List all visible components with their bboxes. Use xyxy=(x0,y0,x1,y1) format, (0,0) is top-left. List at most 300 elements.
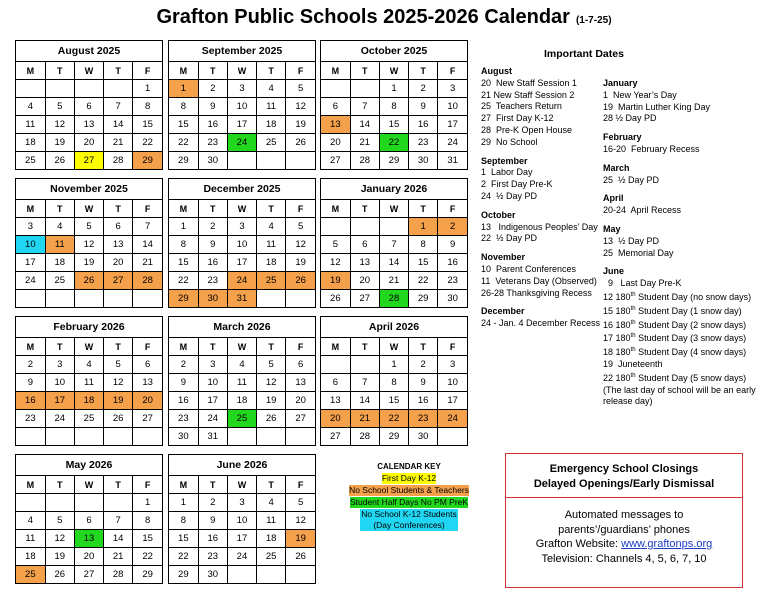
day-cell: 17 xyxy=(227,254,256,272)
day-cell: 11 xyxy=(16,530,45,548)
weekday-header: F xyxy=(286,200,315,218)
important-date-note: (The last day of school will be an early xyxy=(603,384,756,395)
important-dates-title: Important Dates xyxy=(544,48,624,60)
weekday-header: T xyxy=(45,338,74,356)
day-cell xyxy=(257,152,286,170)
day-cell xyxy=(45,290,74,308)
day-cell: 2 xyxy=(16,356,45,374)
week-row xyxy=(169,152,315,170)
day-cell: 25 xyxy=(16,566,45,584)
day-cell: 9 xyxy=(438,236,467,254)
day-cell: 1 xyxy=(169,218,198,236)
day-cell: 26 xyxy=(74,272,103,290)
day-cell: 7 xyxy=(104,512,133,530)
day-cell: 6 xyxy=(133,356,162,374)
week-row xyxy=(321,428,467,446)
day-cell: 27 xyxy=(321,428,350,446)
important-dates-month-heading: December xyxy=(481,306,525,317)
day-cell xyxy=(104,290,133,308)
day-cell: 25 xyxy=(257,548,286,566)
important-dates-month-heading: January xyxy=(603,78,638,88)
emergency-closings-box xyxy=(505,453,743,588)
weekday-header: M xyxy=(169,62,198,80)
day-cell: 8 xyxy=(169,512,198,530)
day-cell: 20 xyxy=(321,410,350,428)
weekday-header: T xyxy=(104,62,133,80)
day-cell: 1 xyxy=(409,218,438,236)
day-cell: 6 xyxy=(321,98,350,116)
important-date-entry: 19 Martin Luther King Day xyxy=(603,101,711,112)
day-cell: 18 xyxy=(257,530,286,548)
day-cell: 4 xyxy=(16,512,45,530)
day-cell: 24 xyxy=(16,272,45,290)
day-cell: 2 xyxy=(198,494,227,512)
important-date-entry: 28 ½ Day PD xyxy=(603,113,657,124)
day-cell: 26 xyxy=(104,410,133,428)
important-dates-month-heading: June xyxy=(603,266,625,277)
day-cell: 13 xyxy=(104,236,133,254)
weekday-header: T xyxy=(409,200,438,218)
entry-ordinal-suffix: th xyxy=(630,372,636,379)
day-cell xyxy=(227,152,256,170)
entry-day: 15 xyxy=(603,305,614,316)
month-title: February 2026 xyxy=(16,317,162,338)
day-cell: 6 xyxy=(74,512,103,530)
calendar-key-item: No School K-12 Students (Day Conferences) xyxy=(361,509,457,530)
day-cell: 23 xyxy=(198,134,227,152)
weekday-header: T xyxy=(104,200,133,218)
day-cell: 12 xyxy=(45,116,74,134)
important-date-entry: 2 First Day Pre-K xyxy=(481,179,553,190)
entry-text: Student Day (5 snow days) xyxy=(635,372,747,383)
day-cell: 12 xyxy=(45,530,74,548)
important-dates-right-column xyxy=(603,78,756,408)
week-row xyxy=(169,236,315,254)
television-line: Television: Channels 4, 5, 6, 7, 10 xyxy=(541,552,707,565)
calendar-key-item: First Day K-12 xyxy=(381,473,437,483)
day-cell: 22 xyxy=(409,272,438,290)
day-cell: 27 xyxy=(286,410,315,428)
weekday-header: M xyxy=(16,338,45,356)
day-cell: 12 xyxy=(104,374,133,392)
week-row xyxy=(169,80,315,98)
week-row xyxy=(321,98,467,116)
day-cell: 30 xyxy=(198,152,227,170)
weekday-header: T xyxy=(257,338,286,356)
week-row xyxy=(16,530,162,548)
month-calendar xyxy=(168,178,316,308)
weekday-header: F xyxy=(286,62,315,80)
entry-day: 18 xyxy=(603,347,614,358)
important-date-entry: 11 Veterans Day (Observed) xyxy=(481,275,597,286)
entry-text: Student Day (3 snow days) xyxy=(635,333,747,344)
day-cell: 5 xyxy=(74,218,103,236)
day-cell: 9 xyxy=(198,512,227,530)
day-cell: 1 xyxy=(169,80,198,98)
week-row xyxy=(169,290,315,308)
day-cell: 19 xyxy=(286,254,315,272)
day-cell: 25 xyxy=(45,272,74,290)
day-cell: 12 xyxy=(286,512,315,530)
day-cell: 20 xyxy=(104,254,133,272)
weekday-header: M xyxy=(321,338,350,356)
week-row xyxy=(169,356,315,374)
week-row xyxy=(169,494,315,512)
weekday-header: T xyxy=(198,338,227,356)
day-cell: 1 xyxy=(379,356,408,374)
week-row xyxy=(169,410,315,428)
day-cell: 17 xyxy=(16,254,45,272)
day-cell: 3 xyxy=(45,356,74,374)
week-row xyxy=(321,356,467,374)
week-row xyxy=(16,374,162,392)
day-cell: 5 xyxy=(45,98,74,116)
day-cell: 7 xyxy=(133,218,162,236)
week-row xyxy=(16,428,162,446)
day-cell: 16 xyxy=(198,254,227,272)
weekday-header: T xyxy=(350,338,379,356)
day-cell: 9 xyxy=(16,374,45,392)
day-cell: 26 xyxy=(45,152,74,170)
day-cell: 28 xyxy=(379,290,408,308)
day-cell: 26 xyxy=(321,290,350,308)
day-cell: 6 xyxy=(104,218,133,236)
day-cell: 11 xyxy=(45,236,74,254)
month-grid xyxy=(321,62,467,169)
day-cell: 4 xyxy=(257,218,286,236)
month-title: November 2025 xyxy=(16,179,162,200)
weekday-header: F xyxy=(438,62,467,80)
day-cell: 24 xyxy=(227,548,256,566)
day-cell: 18 xyxy=(257,254,286,272)
day-cell: 29 xyxy=(169,152,198,170)
day-cell: 12 xyxy=(257,374,286,392)
day-cell: 29 xyxy=(133,566,162,584)
day-cell: 30 xyxy=(409,428,438,446)
month-calendar xyxy=(320,40,468,170)
day-cell: 5 xyxy=(257,356,286,374)
day-cell: 19 xyxy=(45,134,74,152)
weekday-header: F xyxy=(133,62,162,80)
day-cell: 7 xyxy=(104,98,133,116)
weekday-header: T xyxy=(257,476,286,494)
day-cell xyxy=(257,290,286,308)
weekday-header: T xyxy=(257,200,286,218)
day-cell xyxy=(104,428,133,446)
day-cell: 31 xyxy=(198,428,227,446)
entry-day: 12 xyxy=(603,291,614,302)
day-cell: 12 xyxy=(321,254,350,272)
month-calendar xyxy=(320,178,468,308)
day-cell: 21 xyxy=(133,254,162,272)
week-row xyxy=(16,548,162,566)
entry-ordinal: 180 xyxy=(615,319,631,330)
weekday-header: T xyxy=(257,62,286,80)
weekday-header: W xyxy=(379,200,408,218)
week-row xyxy=(321,254,467,272)
week-row xyxy=(169,134,315,152)
weekday-header: T xyxy=(409,338,438,356)
entry-text: Student Day (2 snow days) xyxy=(635,319,747,330)
day-cell: 11 xyxy=(257,236,286,254)
weekday-header: F xyxy=(438,200,467,218)
day-cell: 24 xyxy=(438,134,467,152)
important-dates-month-heading: October xyxy=(481,209,516,220)
weekday-header: W xyxy=(74,62,103,80)
week-row xyxy=(169,428,315,446)
day-cell: 8 xyxy=(169,236,198,254)
weekday-header: W xyxy=(379,338,408,356)
entry-ordinal-suffix: th xyxy=(630,333,636,340)
weekday-header: M xyxy=(169,200,198,218)
day-cell: 11 xyxy=(74,374,103,392)
day-cell xyxy=(257,566,286,584)
week-row xyxy=(16,410,162,428)
important-date-entry xyxy=(603,371,756,385)
day-cell: 29 xyxy=(169,290,198,308)
day-cell: 2 xyxy=(198,218,227,236)
week-row xyxy=(169,566,315,584)
day-cell: 31 xyxy=(438,152,467,170)
day-cell xyxy=(74,80,103,98)
day-cell xyxy=(104,80,133,98)
month-calendar xyxy=(168,40,316,170)
important-date-entry: 22 ½ Day PD xyxy=(481,233,538,244)
week-row xyxy=(321,152,467,170)
day-cell: 27 xyxy=(74,152,103,170)
week-row xyxy=(169,530,315,548)
day-cell xyxy=(45,428,74,446)
weekday-header: M xyxy=(169,338,198,356)
day-cell: 8 xyxy=(133,512,162,530)
weekday-header: T xyxy=(350,200,379,218)
day-cell: 19 xyxy=(321,272,350,290)
day-cell xyxy=(227,428,256,446)
month-grid xyxy=(169,338,315,445)
day-cell: 4 xyxy=(257,80,286,98)
important-date-entry xyxy=(603,304,756,318)
entry-text: Student Day (1 snow day) xyxy=(635,305,742,316)
entry-ordinal: 180 xyxy=(615,333,631,344)
day-cell xyxy=(286,566,315,584)
day-cell: 19 xyxy=(257,392,286,410)
weekday-header: F xyxy=(286,476,315,494)
entry-day: 17 xyxy=(603,333,614,344)
day-cell: 14 xyxy=(104,116,133,134)
calendar-key-title: CALENDAR KEY xyxy=(377,462,441,471)
day-cell: 29 xyxy=(409,290,438,308)
day-cell: 10 xyxy=(438,98,467,116)
day-cell: 24 xyxy=(45,410,74,428)
day-cell: 13 xyxy=(350,254,379,272)
day-cell: 10 xyxy=(198,374,227,392)
weekday-header: T xyxy=(45,62,74,80)
day-cell: 20 xyxy=(133,392,162,410)
important-dates-month-heading: November xyxy=(481,252,526,263)
day-cell xyxy=(16,494,45,512)
day-cell: 15 xyxy=(169,530,198,548)
day-cell: 21 xyxy=(350,134,379,152)
day-cell: 23 xyxy=(409,134,438,152)
day-cell xyxy=(321,218,350,236)
day-cell: 9 xyxy=(198,98,227,116)
day-cell: 2 xyxy=(169,356,198,374)
day-cell: 28 xyxy=(350,428,379,446)
day-cell: 29 xyxy=(379,428,408,446)
day-cell: 14 xyxy=(133,236,162,254)
weekday-header: F xyxy=(133,338,162,356)
day-cell: 20 xyxy=(321,134,350,152)
day-cell: 17 xyxy=(45,392,74,410)
weekday-header: T xyxy=(409,62,438,80)
month-calendar xyxy=(15,316,163,446)
day-cell xyxy=(286,428,315,446)
day-cell: 25 xyxy=(227,410,256,428)
day-cell: 28 xyxy=(350,152,379,170)
entry-ordinal: 180 xyxy=(615,291,631,302)
weekday-header: M xyxy=(16,476,45,494)
month-calendar xyxy=(15,454,163,584)
day-cell xyxy=(74,428,103,446)
month-title: October 2025 xyxy=(321,41,467,62)
important-date-entry xyxy=(603,331,756,345)
weekday-header: W xyxy=(227,62,256,80)
important-date-entry: 25 ½ Day PD xyxy=(603,174,660,185)
day-cell: 1 xyxy=(133,80,162,98)
day-cell: 10 xyxy=(227,512,256,530)
month-grid xyxy=(169,200,315,307)
entry-ordinal: 180 xyxy=(615,347,631,358)
day-cell: 19 xyxy=(74,254,103,272)
calendar-key-item: No School Students & Teachers xyxy=(349,485,469,495)
day-cell xyxy=(286,290,315,308)
week-row xyxy=(321,134,467,152)
day-cell: 16 xyxy=(16,392,45,410)
day-cell: 16 xyxy=(198,116,227,134)
day-cell: 16 xyxy=(409,392,438,410)
day-cell: 23 xyxy=(169,410,198,428)
month-title: April 2026 xyxy=(321,317,467,338)
important-date-entry: 9 Last Day Pre-K xyxy=(603,278,682,289)
week-row xyxy=(321,290,467,308)
day-cell: 15 xyxy=(409,254,438,272)
day-cell: 27 xyxy=(350,290,379,308)
day-cell: 22 xyxy=(379,134,408,152)
day-cell: 31 xyxy=(227,290,256,308)
week-row xyxy=(321,116,467,134)
important-dates-month-heading: March xyxy=(603,162,630,173)
day-cell: 30 xyxy=(409,152,438,170)
day-cell: 9 xyxy=(198,236,227,254)
month-title: August 2025 xyxy=(16,41,162,62)
entry-ordinal: 180 xyxy=(615,305,631,316)
day-cell: 13 xyxy=(321,392,350,410)
week-row xyxy=(321,392,467,410)
day-cell: 8 xyxy=(169,98,198,116)
important-date-entry: 27 First Day K-12 xyxy=(481,113,554,124)
day-cell: 5 xyxy=(286,218,315,236)
weekday-header: T xyxy=(198,476,227,494)
week-row xyxy=(16,290,162,308)
day-cell: 12 xyxy=(286,236,315,254)
week-row xyxy=(321,80,467,98)
day-cell: 15 xyxy=(379,116,408,134)
day-cell: 5 xyxy=(286,494,315,512)
day-cell: 4 xyxy=(257,494,286,512)
week-row xyxy=(169,254,315,272)
important-date-entry: 13 ½ Day PD xyxy=(603,235,660,246)
day-cell: 5 xyxy=(45,512,74,530)
emergency-info-line-1: Automated messages to xyxy=(564,509,684,521)
day-cell: 6 xyxy=(321,374,350,392)
day-cell: 11 xyxy=(257,512,286,530)
day-cell: 22 xyxy=(379,410,408,428)
day-cell: 27 xyxy=(74,566,103,584)
day-cell: 13 xyxy=(321,116,350,134)
week-row xyxy=(16,134,162,152)
weekday-header: W xyxy=(74,338,103,356)
day-cell: 28 xyxy=(104,152,133,170)
day-cell: 14 xyxy=(104,530,133,548)
day-cell: 26 xyxy=(286,134,315,152)
website-link[interactable]: www.graftonps.org xyxy=(621,538,713,550)
weekday-header: M xyxy=(321,62,350,80)
month-calendar xyxy=(15,40,163,170)
important-date-note: release day) xyxy=(603,396,653,407)
day-cell xyxy=(74,290,103,308)
month-title: September 2025 xyxy=(169,41,315,62)
day-cell: 9 xyxy=(409,374,438,392)
week-row xyxy=(321,218,467,236)
day-cell: 19 xyxy=(286,116,315,134)
day-cell: 21 xyxy=(104,548,133,566)
month-grid xyxy=(16,62,162,169)
week-row xyxy=(169,392,315,410)
weekday-header: T xyxy=(45,476,74,494)
day-cell: 6 xyxy=(350,236,379,254)
day-cell: 23 xyxy=(16,410,45,428)
month-calendar xyxy=(320,316,468,446)
week-row xyxy=(321,374,467,392)
day-cell xyxy=(45,494,74,512)
day-cell: 15 xyxy=(133,116,162,134)
important-date-entry xyxy=(603,290,756,304)
weekday-header: W xyxy=(227,338,256,356)
day-cell: 19 xyxy=(286,530,315,548)
weekday-header: W xyxy=(227,200,256,218)
important-date-entry: 16-20 February Recess xyxy=(603,143,700,154)
day-cell: 3 xyxy=(227,218,256,236)
day-cell: 22 xyxy=(169,272,198,290)
day-cell: 20 xyxy=(74,548,103,566)
day-cell: 13 xyxy=(133,374,162,392)
day-cell: 20 xyxy=(74,134,103,152)
day-cell: 9 xyxy=(409,98,438,116)
day-cell: 21 xyxy=(350,410,379,428)
week-row xyxy=(169,272,315,290)
day-cell: 26 xyxy=(286,548,315,566)
day-cell: 1 xyxy=(169,494,198,512)
day-cell: 30 xyxy=(198,290,227,308)
month-calendar xyxy=(168,316,316,446)
day-cell: 25 xyxy=(257,134,286,152)
month-grid xyxy=(16,338,162,445)
important-date-entry: 20-24 April Recess xyxy=(603,205,682,216)
day-cell xyxy=(438,428,467,446)
day-cell: 19 xyxy=(104,392,133,410)
important-date-entry: 13 Indigenous Peoples’ Day xyxy=(481,221,598,232)
important-date-entry: 28 Pre-K Open House xyxy=(481,124,573,135)
